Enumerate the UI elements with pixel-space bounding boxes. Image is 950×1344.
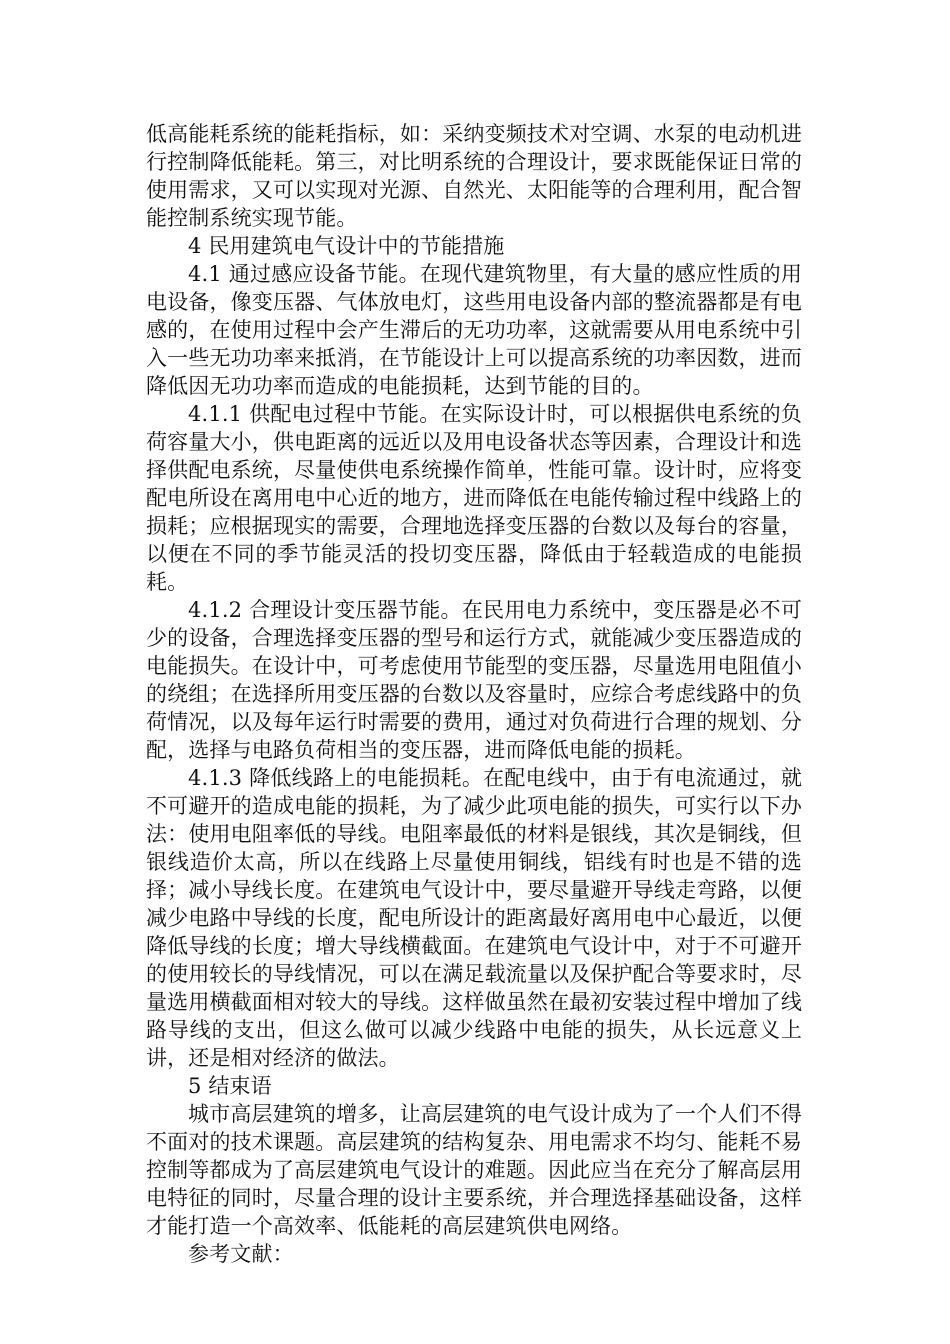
paragraph-conclusion: 城市高层建筑的增多，让高层建筑的电气设计成为了一个人们不得不面对的技术课题。高层建筑的结构复杂、用电需求不均匀、能耗不易控制等都成为了高层建筑电气设计的难题。因此应当在充分了解高层用电特征的同时，尽量合理的设计主要系统，并合理选择基础设备，这样才能打造一个高效率、低能耗的高层建筑供电网络。	[146, 1102, 802, 1238]
section-heading-5: 5 结束语	[188, 1074, 272, 1098]
references-heading: 参考文献：	[188, 1242, 294, 1266]
paragraph-4-1: 4.1 通过感应设备节能。在现代建筑物里，有大量的感应性质的用电设备，像变压器、气体放电灯，这些用电设备内部的整流器都是有电感的，在使用过程中会产生滞后的无功功率，这就需要从用电系统中引入一些无功功率来抵消，在节能设计上可以提高系统的功率因数，进而降低因无功功率而造成的电能损耗，达到节能的目的。	[146, 262, 802, 398]
document-page	[146, 120, 802, 1268]
section-heading-4: 4 民用建筑电气设计中的节能措施	[188, 234, 505, 258]
paragraph-4-1-1: 4.1.1 供配电过程中节能。在实际设计时，可以根据供电系统的负荷容量大小，供电距离的远近以及用电设备状态等因素，合理设计和选择供配电系统，尽量使供电系统操作简单，性能可靠。设计时，应将变配电所设在离用电中心近的地方，进而降低在电能传输过程中线路上的损耗；应根据现实的需要，合理地选择变压器的台数以及每台的容量，以便在不同的季节能灵活的投切变压器，降低由于轻载造成的电能损耗。	[146, 402, 802, 594]
paragraph-energy-indicators: 低高能耗系统的能耗指标，如：采纳变频技术对空调、水泵的电动机进行控制降低能耗。第三，对比明系统的合理设计，要求既能保证日常的使用需求，又可以实现对光源、自然光、太阳能等的合理利用，配合智能控制系统实现节能。	[146, 122, 802, 230]
paragraph-4-1-3: 4.1.3 降低线路上的电能损耗。在配电线中，由于有电流通过，就不可避开的造成电能的损耗，为了减少此项电能的损失，可实行以下办法：使用电阻率低的导线。电阻率最低的材料是银线，其次是铜线，但银线造价太高，所以在线路上尽量使用铜线，铝线有时也是不错的选择；减小导线长度。在建筑电气设计中，要尽量避开导线走弯路，以便减少电路中导线的长度，配电所设计的距离最好离用电中心最近，以便降低导线的长度；增大导线横截面。在建筑电气设计中，对于不可避开的使用较长的导线情况，可以在满足载流量以及保护配合等要求时，尽量选用横截面相对较大的导线。这样做虽然在最初安装过程中增加了线路导线的支出，但这么做可以减少线路中电能的损失，从长远意义上讲，还是相对经济的做法。	[146, 766, 802, 1070]
paragraph-4-1-2: 4.1.2 合理设计变压器节能。在民用电力系统中，变压器是必不可少的设备，合理选择变压器的型号和运行方式，就能减少变压器造成的电能损失。在设计中，可考虑使用节能型的变压器，尽量选用电阻值小的绕组；在选择所用变压器的台数以及容量时，应综合考虑线路中的负荷情况，以及每年运行时需要的费用，通过对负荷进行合理的规划、分配，选择与电路负荷相当的变压器，进而降低电能的损耗。	[146, 598, 802, 762]
